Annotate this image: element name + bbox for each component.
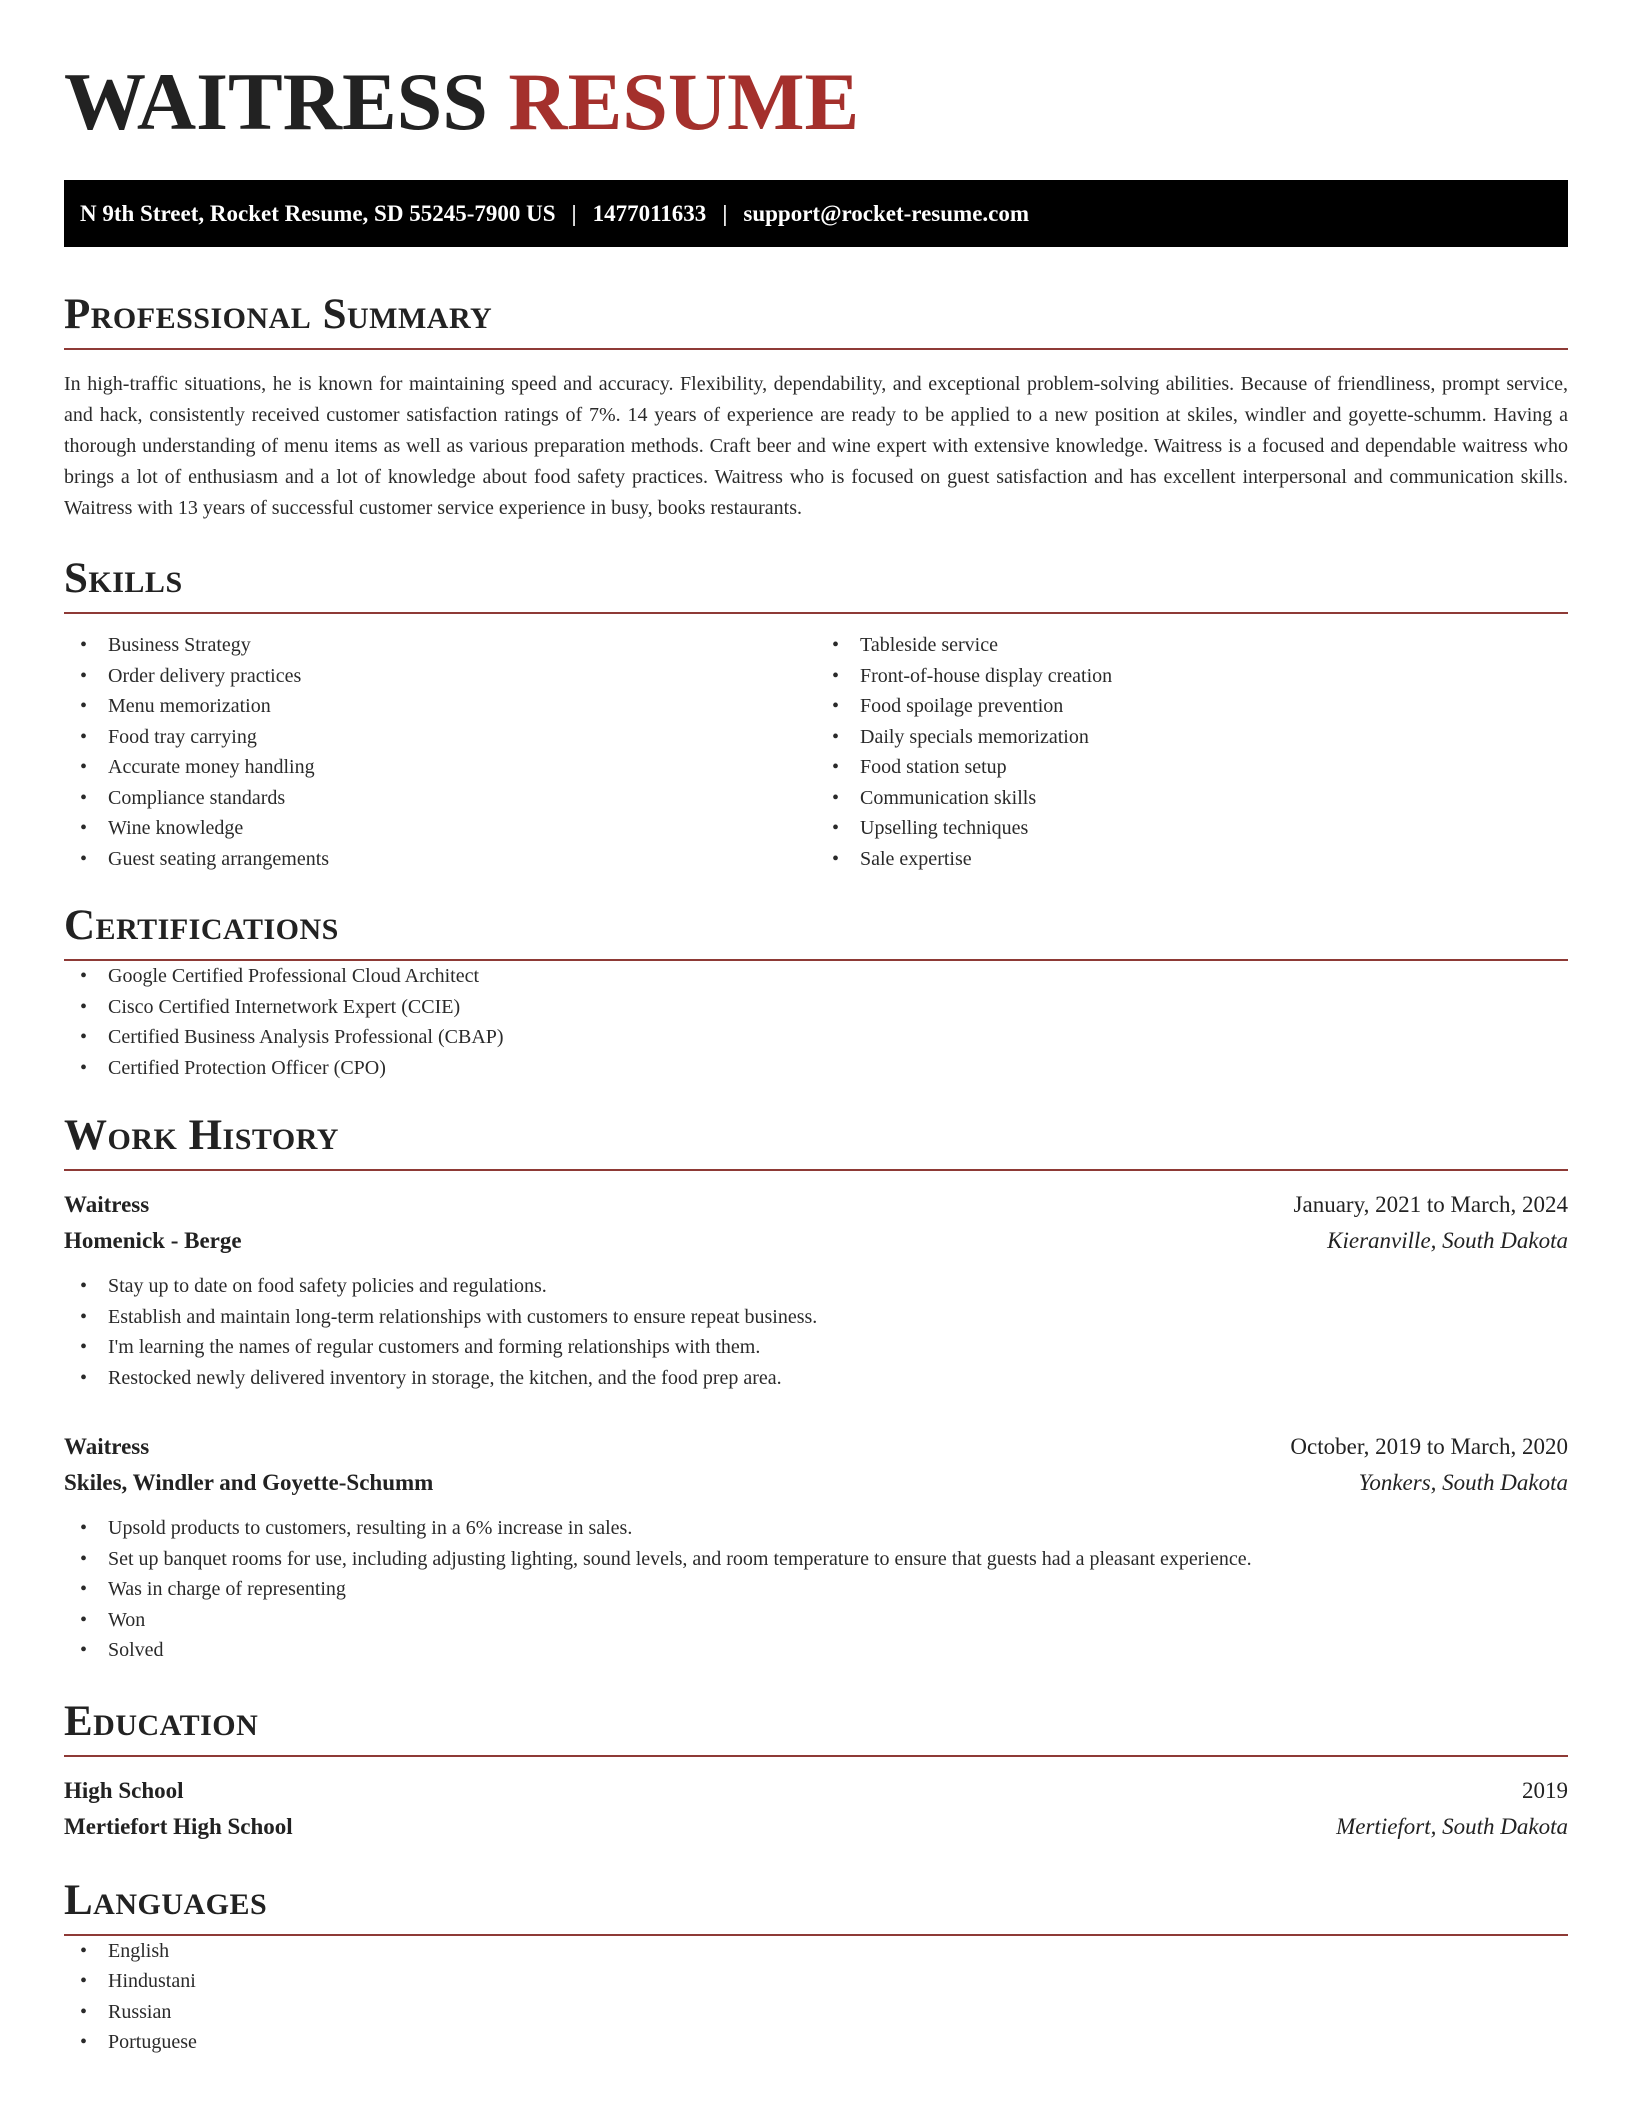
list-item: • Compliance standards	[64, 783, 816, 814]
education-entry	[64, 1773, 1568, 1845]
job-company: Skiles, Windler and Goyette-Schumm	[64, 1470, 434, 1495]
job-location: Yonkers, South Dakota	[1358, 1470, 1568, 1495]
job-title: Waitress	[64, 1434, 150, 1459]
list-item: • Google Certified Professional Cloud Architect	[64, 961, 1568, 992]
job-entry	[64, 1187, 1568, 1393]
list-item: • Food station setup	[816, 752, 1568, 783]
skills-list-left	[64, 630, 816, 874]
languages-list	[64, 1936, 1568, 2058]
list-item: • Set up banquet rooms for use, including adjusting lighting, sound levels, and room temperature to ensure that guests had a pleasant experience.	[64, 1544, 1568, 1575]
list-item: • Upselling techniques	[816, 813, 1568, 844]
job-dates: October, 2019 to March, 2020	[1290, 1434, 1568, 1459]
list-item: • Food tray carrying	[64, 722, 816, 753]
list-item: • Guest seating arrangements	[64, 844, 816, 875]
list-item: • Was in charge of representing	[64, 1574, 1568, 1605]
job-dates: January, 2021 to March, 2024	[1293, 1192, 1568, 1217]
contact-phone: 1477011633	[592, 200, 707, 226]
education-degree: High School	[64, 1777, 184, 1803]
resume-title	[64, 56, 1568, 148]
list-item: • Wine knowledge	[64, 813, 816, 844]
education-year: 2019	[1522, 1777, 1568, 1803]
list-item: • Accurate money handling	[64, 752, 816, 783]
summary-heading: Professional Summary	[64, 291, 1568, 350]
list-item: • Portuguese	[64, 2027, 1568, 2058]
list-item: • Certified Protection Officer (CPO)	[64, 1053, 1568, 1084]
skills-columns	[64, 630, 1568, 874]
skills-list-right	[816, 630, 1568, 874]
list-item: • Sale expertise	[816, 844, 1568, 875]
job-title-row	[64, 1429, 1568, 1465]
job-duties-list	[64, 1271, 1568, 1393]
education-school-row	[64, 1809, 1568, 1845]
certifications-heading: Certifications	[64, 902, 1568, 961]
job-duties-list	[64, 1513, 1568, 1666]
list-item: • Won	[64, 1605, 1568, 1636]
list-item: • Certified Business Analysis Professional (CBAP)	[64, 1022, 1568, 1053]
education-degree-row	[64, 1773, 1568, 1809]
languages-heading: Languages	[64, 1877, 1568, 1936]
list-item: • Front-of-house display creation	[816, 661, 1568, 692]
education-school: Mertiefort High School	[64, 1813, 293, 1839]
contact-email[interactable]: support@rocket-resume.com	[743, 200, 1030, 226]
list-item: • Order delivery practices	[64, 661, 816, 692]
job-company: Homenick - Berge	[64, 1228, 242, 1253]
job-location: Kieranville, South Dakota	[1327, 1228, 1568, 1253]
list-item: • I'm learning the names of regular customers and forming relationships with them.	[64, 1332, 1568, 1363]
list-item: • Solved	[64, 1635, 1568, 1666]
list-item: • Communication skills	[816, 783, 1568, 814]
education-heading: Education	[64, 1698, 1568, 1757]
list-item: • English	[64, 1936, 1568, 1967]
list-item: • Russian	[64, 1997, 1568, 2028]
title-accent: RESUME	[508, 56, 860, 147]
list-item: • Establish and maintain long-term relationships with customers to ensure repeat business.	[64, 1302, 1568, 1333]
list-item: • Tableside service	[816, 630, 1568, 661]
job-company-row	[64, 1465, 1568, 1501]
job-title: Waitress	[64, 1192, 150, 1217]
contact-bar	[64, 180, 1568, 247]
list-item: • Menu memorization	[64, 691, 816, 722]
contact-address: N 9th Street, Rocket Resume, SD 55245-7900 US	[80, 200, 556, 226]
list-item: • Upsold products to customers, resulting in a 6% increase in sales.	[64, 1513, 1568, 1544]
list-item: • Business Strategy	[64, 630, 816, 661]
list-item: • Restocked newly delivered inventory in storage, the kitchen, and the food prep area.	[64, 1363, 1568, 1394]
work-history-heading: Work History	[64, 1112, 1568, 1171]
education-location: Mertiefort, South Dakota	[1336, 1813, 1568, 1839]
summary-text: In high-traffic situations, he is known for maintaining speed and accuracy. Flexibility, dependability, and exceptional problem-solving abilities. Because of friendliness, prompt service, and hack, consistently received customer satisfaction ratings of 7%. 14 years of experience are ready to be applied to a new position at skiles, windler and goyette-schumm. Having a thorough understanding of menu items as well as various preparation methods. Craft beer and wine expert with extensive knowledge. Waitress is a focused and dependable waitress who brings a lot of enthusiasm and a lot of knowledge about food safety practices. Waitress who is focused on guest satisfaction and has excellent interpersonal and communication skills. Waitress with 13 years of successful customer service experience in busy, books restaurants.	[64, 373, 1568, 519]
certifications-list	[64, 961, 1568, 1083]
job-title-row	[64, 1187, 1568, 1223]
contact-separator: |	[571, 200, 577, 226]
list-item: • Food spoilage prevention	[816, 691, 1568, 722]
job-entry	[64, 1429, 1568, 1666]
list-item: • Hindustani	[64, 1966, 1568, 1997]
skills-heading: Skills	[64, 555, 1568, 614]
job-company-row	[64, 1223, 1568, 1259]
list-item: • Daily specials memorization	[816, 722, 1568, 753]
title-main: WAITRESS	[64, 56, 488, 147]
list-item: • Cisco Certified Internetwork Expert (CCIE)	[64, 992, 1568, 1023]
list-item: • Stay up to date on food safety policies and regulations.	[64, 1271, 1568, 1302]
contact-separator: |	[722, 200, 728, 226]
